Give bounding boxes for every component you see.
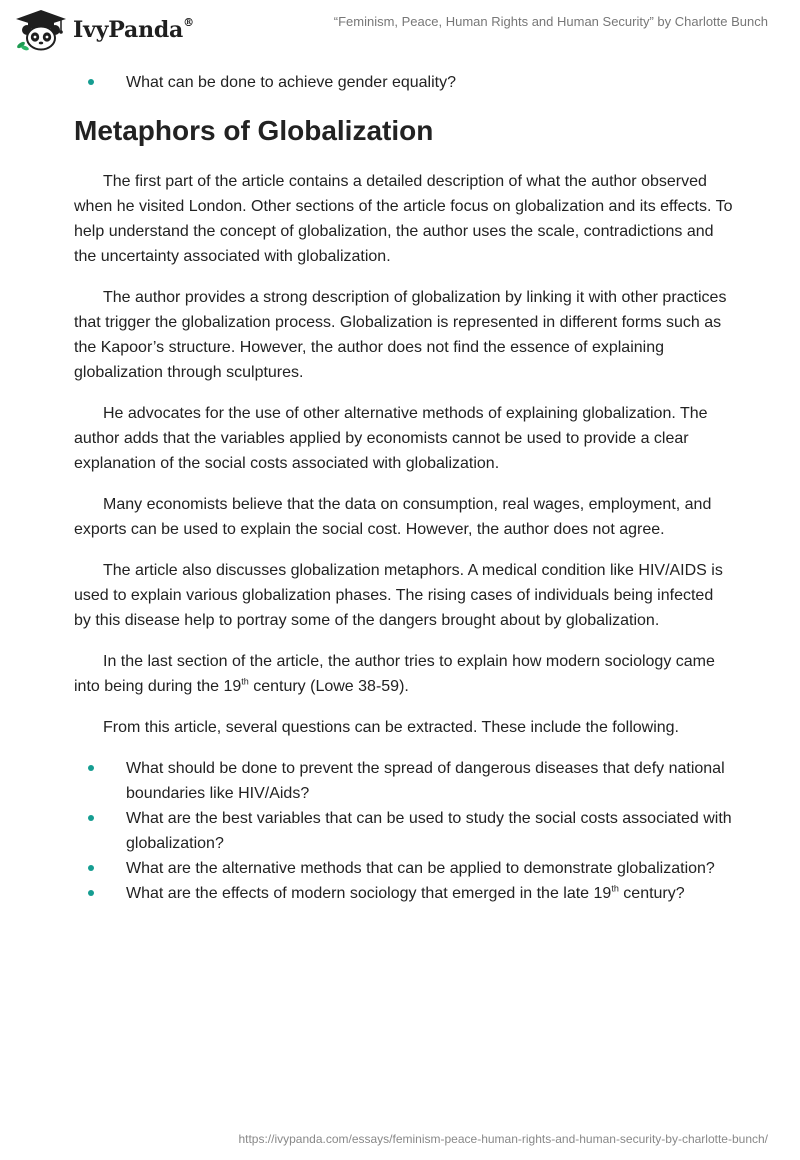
top-bullet-list bbox=[74, 70, 734, 95]
bullet-icon bbox=[88, 765, 94, 771]
page-header bbox=[0, 0, 800, 60]
bullet-icon bbox=[88, 865, 94, 871]
bullet-icon bbox=[88, 815, 94, 821]
questions-list bbox=[74, 756, 734, 906]
article-body bbox=[74, 70, 734, 906]
list-item bbox=[74, 856, 734, 881]
list-item bbox=[74, 70, 734, 95]
paragraph bbox=[74, 649, 734, 699]
paragraph-text: century (Lowe 38-59). bbox=[248, 678, 409, 695]
registered-mark: ® bbox=[183, 15, 194, 29]
superscript: th bbox=[611, 883, 619, 894]
section-heading: Metaphors of Globalization bbox=[74, 115, 434, 146]
list-item-text: What should be done to prevent the spread of dangerous diseases that defy national boundaries like HIV/Aids? bbox=[126, 760, 725, 802]
paragraph-text: In the last section of the article, the author tries to explain how modern sociology came into being during the 19 bbox=[74, 653, 715, 695]
bullet-icon bbox=[88, 890, 94, 896]
paragraph: Many economists believe that the data on consumption, real wages, employment, and exports can be used to explain the social cost. However, the author does not agree. bbox=[74, 496, 712, 538]
list-item-text: What are the best variables that can be used to study the social costs associated with globalization? bbox=[126, 810, 732, 852]
document-title: “Feminism, Peace, Human Rights and Human Security” by Charlotte Bunch bbox=[333, 14, 768, 29]
list-item bbox=[74, 806, 734, 856]
list-item-text: What are the effects of modern sociology that emerged in the late 19 bbox=[126, 885, 612, 902]
paragraph: The article also discusses globalization metaphors. A medical condition like HIV/AIDS is used to explain various globalization phases. The rising cases of individuals being infected by this disease help to portray some of the dangers brought about by globalization. bbox=[74, 562, 723, 629]
ivypanda-logo[interactable] bbox=[14, 9, 194, 51]
paragraph: From this article, several questions can be extracted. These include the following. bbox=[103, 719, 679, 736]
list-item-text: century? bbox=[618, 885, 685, 902]
list-item-text: What are the alternative methods that can be applied to demonstrate globalization? bbox=[126, 860, 715, 877]
paragraph: The first part of the article contains a detailed description of what the author observed when he visited London. Other sections of the article focus on globalization and its effects. To help understand the concept of globalization, the author uses the scale, contradictions and the uncertainty associated with globalization. bbox=[74, 173, 733, 265]
brand-name bbox=[73, 17, 194, 43]
panda-mascot-icon bbox=[14, 9, 68, 51]
paragraph: The author provides a strong description of globalization by linking it with other practices that trigger the globalization process. Globalization is represented in different forms such as the Kapoor’s structure. However, the author does not find the essence of explaining globalization through sculptures. bbox=[74, 289, 727, 381]
list-item bbox=[74, 881, 734, 906]
source-url[interactable]: https://ivypanda.com/essays/feminism-peace-human-rights-and-human-security-by-charlotte-bunch/ bbox=[238, 1132, 768, 1146]
superscript: th bbox=[241, 676, 249, 687]
paragraph: He advocates for the use of other alternative methods of explaining globalization. The author adds that the variables applied by economists cannot be used to provide a clear explanation of the social costs associated with globalization. bbox=[74, 405, 708, 472]
list-item-text: What can be done to achieve gender equality? bbox=[126, 74, 457, 91]
list-item bbox=[74, 756, 734, 806]
brand-text: IvyPanda bbox=[73, 17, 184, 43]
bullet-icon bbox=[88, 79, 94, 85]
